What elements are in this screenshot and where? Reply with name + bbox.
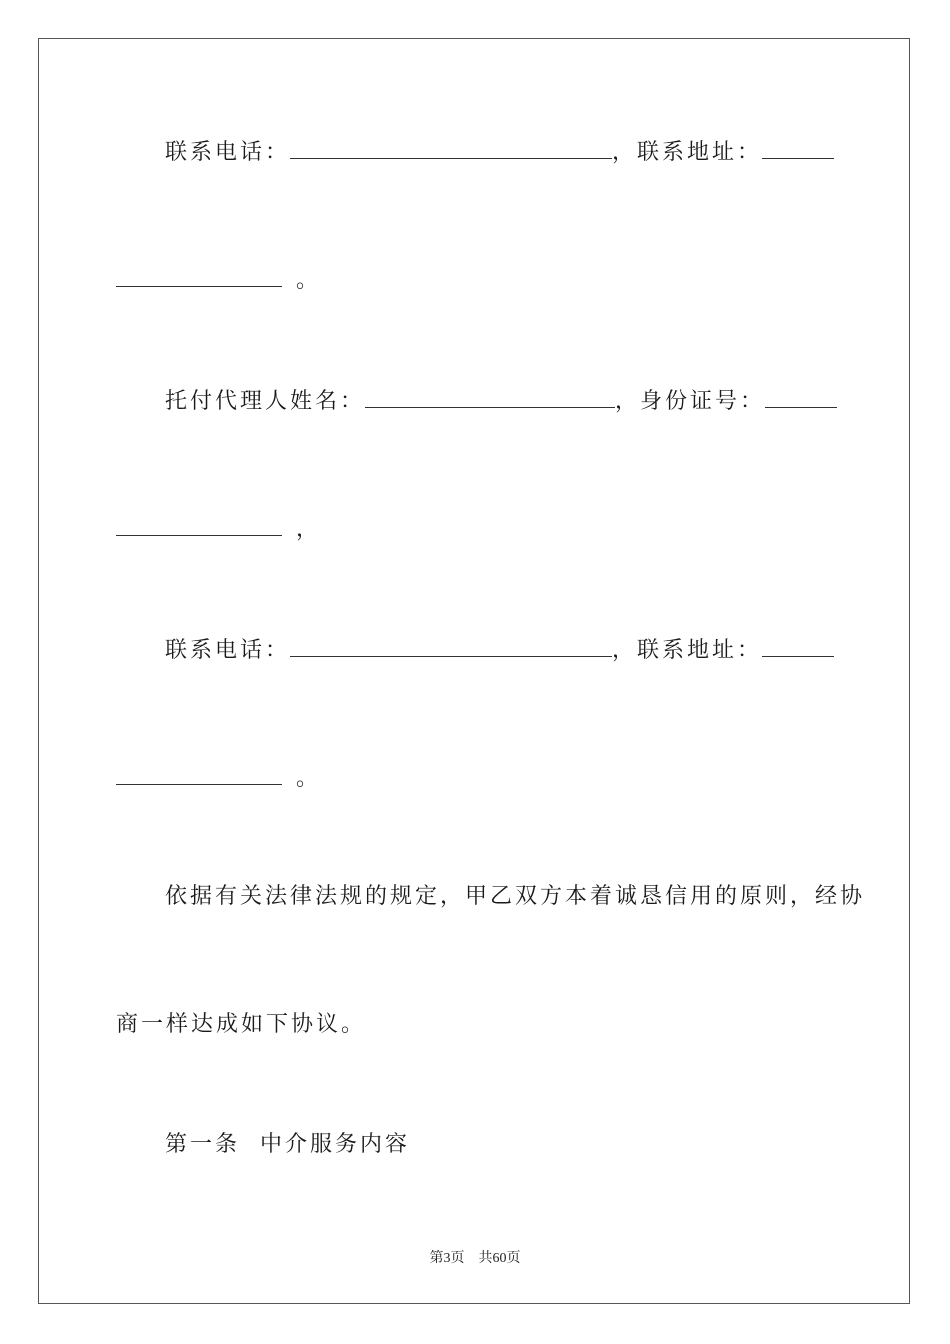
agent-line	[165, 385, 837, 417]
contact-line-1	[165, 136, 834, 168]
end-mark: 。	[296, 766, 322, 791]
page-footer	[0, 1247, 950, 1267]
id-number-blank-cont[interactable]	[116, 513, 282, 536]
phone-label: 联系电话：	[165, 140, 291, 165]
paragraph-line-1: 依据有关法律法规的规定，甲乙双方本着诚恳信用的原则，经协	[165, 884, 866, 909]
end-mark: 。	[296, 268, 322, 293]
page-number: 第3页	[429, 1251, 465, 1266]
section-title: 第一条 中介服务内容	[165, 1132, 410, 1157]
paragraph-line-2: 商一样达成如下协议。	[116, 1012, 367, 1037]
address-label: ，联系地址：	[612, 638, 763, 663]
phone-label: 联系电话：	[165, 638, 291, 663]
address-label: ，联系地址：	[612, 140, 763, 165]
address-blank[interactable]	[762, 136, 834, 159]
agent-name-blank[interactable]	[365, 385, 615, 408]
end-mark: ，	[296, 517, 322, 542]
contact-line-1-cont	[116, 264, 321, 296]
page-total: 共60页	[478, 1251, 521, 1266]
agent-line-cont	[116, 513, 321, 545]
address-blank[interactable]	[762, 634, 834, 657]
address-blank-cont[interactable]	[116, 762, 282, 785]
id-number-blank[interactable]	[765, 385, 837, 408]
agent-name-label: 托付代理人姓名：	[165, 389, 366, 414]
phone-blank[interactable]	[290, 136, 612, 159]
contact-line-2	[165, 634, 834, 666]
id-number-label: ，身份证号：	[615, 389, 766, 414]
phone-blank[interactable]	[290, 634, 612, 657]
page-frame	[38, 38, 910, 1304]
address-blank-cont[interactable]	[116, 264, 282, 287]
contact-line-2-cont	[116, 762, 321, 794]
